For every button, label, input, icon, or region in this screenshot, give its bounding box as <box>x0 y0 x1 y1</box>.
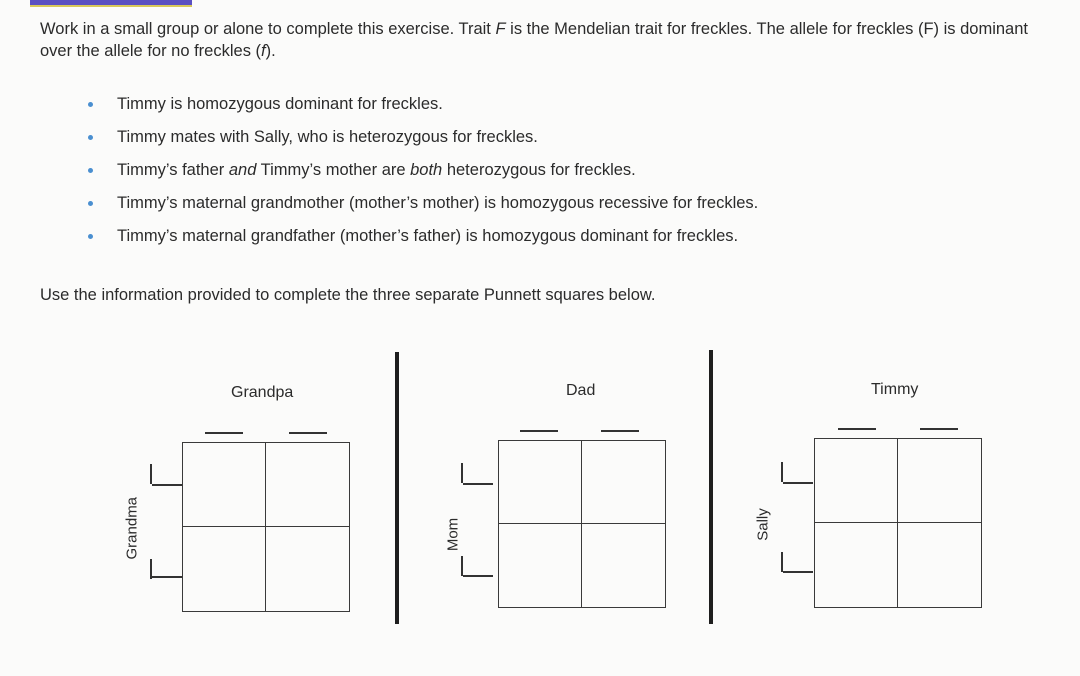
top-parent-label: Timmy <box>871 381 919 398</box>
punnett-cell[interactable] <box>266 443 349 527</box>
row-guide-line <box>783 571 813 573</box>
bullet-dot-icon <box>88 234 93 239</box>
row-guide-line <box>463 483 493 485</box>
allele-blank[interactable] <box>781 462 783 482</box>
punnett-cell[interactable] <box>499 524 582 607</box>
emphasis-both: both <box>410 161 443 179</box>
side-parent-label: Grandma <box>123 496 141 560</box>
list-item <box>88 92 758 125</box>
row-guide-line <box>463 575 493 577</box>
list-item <box>88 224 758 257</box>
bullet-dot-icon <box>88 201 93 206</box>
allele-blank[interactable] <box>461 556 463 576</box>
bullet-dot-icon <box>88 102 93 107</box>
allele-blank[interactable] <box>781 552 783 572</box>
list-item-text: heterozygous for freckles. <box>442 161 636 179</box>
instruction-text: Use the information provided to complete the three separate Punnett squares below. <box>40 286 656 304</box>
punnett-grid <box>182 442 350 612</box>
punnett-cell[interactable] <box>266 527 349 611</box>
punnett-grid <box>498 440 666 608</box>
emphasis-and: and <box>228 161 257 179</box>
punnett-cell[interactable] <box>183 527 266 611</box>
punnett-cell[interactable] <box>499 441 582 524</box>
side-parent-label: Sally <box>754 508 772 541</box>
punnett-cell[interactable] <box>582 441 665 524</box>
row-guide-line <box>783 482 813 484</box>
allele-blank[interactable] <box>601 430 639 432</box>
punnett-cell[interactable] <box>898 439 981 523</box>
facts-list <box>88 92 758 257</box>
list-item-text: Timmy is homozygous dominant for freckles. <box>117 95 443 113</box>
divider-line <box>709 350 713 624</box>
allele-blank[interactable] <box>838 428 876 430</box>
intro-text-1: Work in a small group or alone to complete this exercise. Trait <box>40 20 496 38</box>
intro-text-3: ). <box>265 42 276 60</box>
row-guide-line <box>152 576 182 578</box>
punnett-grid <box>814 438 982 608</box>
intro-paragraph <box>40 18 1050 62</box>
trait-symbol: F <box>495 20 506 38</box>
bullet-dot-icon <box>88 168 93 173</box>
allele-blank[interactable] <box>920 428 958 430</box>
allele-blank[interactable] <box>461 463 463 483</box>
intro-text-2: is the Mendelian trait for freckles. The allele for freckles (F) is dominant over the allele for no freckles ( <box>40 20 1028 60</box>
row-guide-line <box>152 484 182 486</box>
allele-blank[interactable] <box>205 432 243 434</box>
bullet-dot-icon <box>88 135 93 140</box>
punnett-cell[interactable] <box>898 523 981 607</box>
punnett-cell[interactable] <box>183 443 266 527</box>
divider-line <box>395 352 399 624</box>
side-parent-label: Mom <box>444 517 462 552</box>
list-item-text: Timmy’s mother are <box>256 161 411 179</box>
punnett-cell[interactable] <box>582 524 665 607</box>
header-accent-underline <box>30 5 192 7</box>
list-item-text: Timmy mates with Sally, who is heterozygous for freckles. <box>117 128 538 146</box>
list-item <box>88 191 758 224</box>
recessive-symbol: f <box>261 42 266 60</box>
allele-blank[interactable] <box>150 464 152 484</box>
punnett-cell[interactable] <box>815 439 898 523</box>
top-parent-label: Grandpa <box>231 384 294 401</box>
list-item <box>88 158 758 191</box>
allele-blank[interactable] <box>520 430 558 432</box>
top-parent-label: Dad <box>566 382 596 399</box>
list-item-text: Timmy’s maternal grandmother (mother’s mother) is homozygous recessive for freckles. <box>117 194 759 212</box>
punnett-cell[interactable] <box>815 523 898 607</box>
list-item <box>88 125 758 158</box>
list-item-text: Timmy’s father <box>117 161 229 179</box>
list-item-text: Timmy’s maternal grandfather (mother’s father) is homozygous dominant for freckles. <box>117 227 739 245</box>
allele-blank[interactable] <box>289 432 327 434</box>
